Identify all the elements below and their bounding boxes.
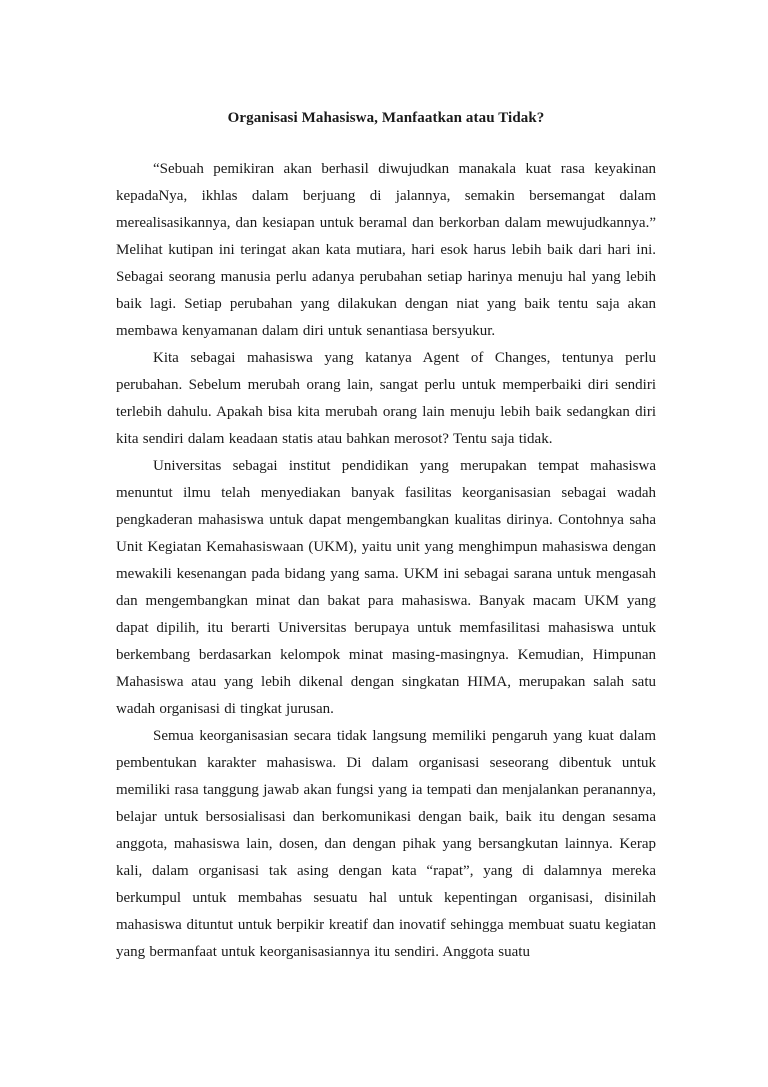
document-page [116, 108, 656, 966]
document-title: Organisasi Mahasiswa, Manfaatkan atau Tidak? [227, 110, 545, 126]
paragraph-university-facilities: Universitas sebagai institut pendidikan yang merupakan tempat mahasiswa menuntut ilmu telah menyediakan banyak fasilitas keorganisasian sebagai wadah pengkaderan mahasiswa untuk dapat mengembangkan kualitas dirinya. Contohnya saha Unit Kegiatan Kemahasiswaan (UKM), yaitu unit yang menghimpun mahasiswa dengan mewakili kesenangan pada bidang yang sama. UKM ini sebagai sarana untuk mengasah dan mengembangkan minat dan bakat para mahasiswa. Banyak macam UKM yang dapat dipilih, itu berarti Universitas berupaya untuk memfasilitasi mahasiswa untuk berkembang berdasarkan kelompok minat masing-masingnya. Kemudian, Himpunan Mahasiswa atau yang lebih dikenal dengan singkatan HIMA, merupakan salah satu wadah organisasi di tingkat jurusan. [116, 458, 656, 717]
paragraph-quote: “Sebuah pemikiran akan berhasil diwujudkan manakala kuat rasa keyakinan kepadaNya, ikhlas dalam berjuang di jalannya, semakin bersemangat dalam merealisasikannya, dan kesiapan untuk beramal dan berkorban dalam mewujudkannya.” Melihat kutipan ini teringat akan kata mutiara, hari esok harus lebih baik dari hari ini. Sebagai seorang manusia perlu adanya perubahan setiap harinya menuju hal yang lebih baik lagi. Setiap perubahan yang dilakukan dengan niat yang baik tentu saja akan membawa kenyamanan dalam diri untuk senantiasa bersyukur. [116, 161, 656, 339]
paragraph-organization-influence: Semua keorganisasian secara tidak langsung memiliki pengaruh yang kuat dalam pembentukan karakter mahasiswa. Di dalam organisasi seseorang dibentuk untuk memiliki rasa tanggung jawab akan fungsi yang ia tempati dan menjalankan peranannya, belajar untuk bersosialisasi dan berkomunikasi dengan baik, baik itu dengan sesama anggota, mahasiswa lain, dosen, dan dengan pihak yang bersangkutan lainnya. Kerap kali, dalam organisasi tak asing dengan kata “rapat”, yang di dalamnya mereka berkumpul untuk membahas sesuatu hal untuk kepentingan organisasi, disinilah mahasiswa dituntut untuk berpikir kreatif dan inovatif sehingga membuat suatu kegiatan yang bermanfaat untuk keorganisasiannya itu sendiri. Anggota suatu [116, 728, 656, 960]
paragraph-agent-of-changes: Kita sebagai mahasiswa yang katanya Agent of Changes, tentunya perlu perubahan. Sebelum merubah orang lain, sangat perlu untuk memperbaiki diri sendiri terlebih dahulu. Apakah bisa kita merubah orang lain menuju lebih baik sedangkan diri kita sendiri dalam keadaan statis atau bahkan merosot? Tentu saja tidak. [116, 350, 656, 447]
